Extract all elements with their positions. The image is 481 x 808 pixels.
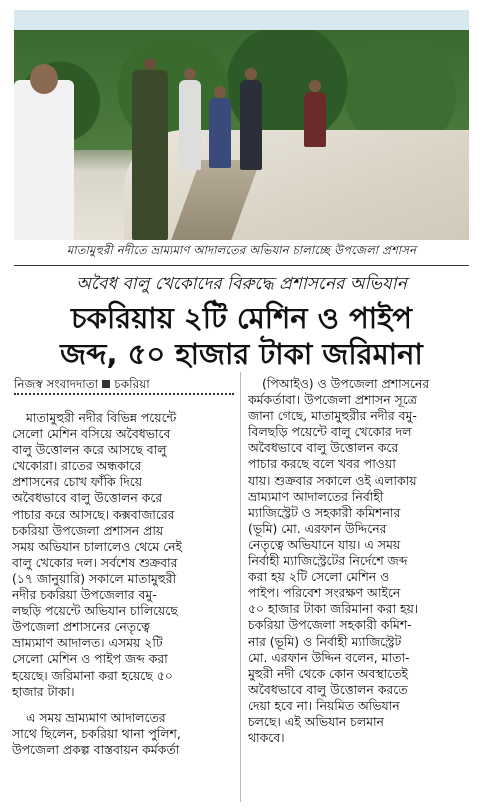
headline bbox=[14, 300, 469, 372]
paragraph-gap bbox=[12, 700, 236, 710]
dotted-divider bbox=[14, 393, 234, 395]
article-line: লছড়ি পয়েন্টে অভিযান চালিয়েছে bbox=[12, 603, 178, 619]
article-line: সেলো মেশিন ও পাইপ জব্দ করা bbox=[12, 651, 168, 667]
photo-person bbox=[132, 70, 168, 240]
article-line: পাইপ। পরিবেশ সংরক্ষণ আইনে bbox=[248, 585, 401, 601]
article-column-1 bbox=[12, 410, 236, 758]
article-line: (১৭ জানুয়ারি) সকালে মাতামুহুরী bbox=[12, 570, 177, 586]
headline-line-1: চকরিয়ায় ২টি মেশিন ও পাইপ bbox=[71, 301, 412, 335]
photo-person bbox=[209, 98, 231, 168]
article-line: উপজেলা প্রকল্প বাস্তবায়ন কর্মকর্তা bbox=[12, 741, 180, 757]
photo-person bbox=[14, 80, 74, 240]
article-line: ভ্রাম্যমাণ আদালত। এসময় ২টি bbox=[12, 635, 163, 651]
article-line: চকরিয়া উপজেলা প্রশাসন প্রায় bbox=[12, 522, 164, 538]
article-line: সাথে ছিলেন, চকরিয়া থানা পুলিশ, bbox=[12, 725, 181, 741]
article-line: কর্মকর্তাবা। উপজেলা প্রশাসন সূত্রে bbox=[248, 392, 417, 408]
article-line: অবৈধভাবে বালু উত্তোলন করে bbox=[12, 490, 163, 506]
article-line: বালু উত্তোলন করে আসছে বালু bbox=[12, 442, 167, 458]
article-line: নার (ভূমি) ও নির্বাহী ম্যাজিস্ট্রেট bbox=[248, 633, 402, 649]
article-column-2 bbox=[248, 376, 472, 746]
article-line: (পিআইও) ও উপজেলা প্রশাসনের bbox=[262, 376, 430, 391]
article-line: করা হয় ২টি সেলো মেশিন ও bbox=[248, 569, 390, 585]
byline-location: চকরিয়া bbox=[114, 377, 150, 391]
article-line: যায়। শুক্রবার সকালে ওই এলাকায় bbox=[248, 472, 417, 488]
photo-person bbox=[240, 80, 262, 170]
photo-sand-bank bbox=[124, 130, 469, 240]
article-line: দেয়া হবে না। নিয়মিত অভিযান bbox=[248, 697, 400, 713]
article-line: হাজার টাকা। bbox=[12, 683, 75, 699]
byline-reporter: নিজস্ব সংবাদদাতা bbox=[14, 377, 99, 391]
article-line: পাচার করছে বলে খবর পাওয়া bbox=[248, 456, 396, 472]
article-line: থাকবে। bbox=[248, 730, 285, 746]
square-bullet-icon bbox=[102, 380, 110, 388]
article-line: পাচার করে আসছে। কক্সবাজারের bbox=[12, 506, 175, 522]
article-line: মাতামুহুরী নদীর বিভিন্ন পয়েন্টে bbox=[26, 410, 177, 425]
article-line: ম্যাজিস্ট্রেট ও সহকারী কমিশনার bbox=[248, 504, 401, 520]
article-line: উপজেলা প্রশাসনের নেতৃত্বে bbox=[12, 619, 150, 635]
article-line: নির্বাহী ম্যাজিস্ট্রেটের নির্দেশে জব্দ bbox=[248, 553, 408, 569]
article-line: নেতৃত্বে অভিযানে যায়। এ সময় bbox=[248, 536, 401, 552]
photo-caption: মাতামুহুরী নদীতে ভ্রাম্যমাণ আদালতের অভিযান চালাচ্ছে উপজেলা প্রশাসন bbox=[14, 242, 469, 266]
article-line: অবৈধভাবে বালু উত্তোলন করতে bbox=[248, 681, 408, 697]
article-line: অবৈধভাবে বালু উত্তোলন করে bbox=[248, 440, 399, 456]
column-divider bbox=[240, 372, 241, 802]
article-line: প্রশাসনের চোখ ফাঁকি দিয়ে bbox=[12, 474, 143, 490]
article-line: চকরিয়া উপজেলা সহকারী কমিশ- bbox=[248, 617, 412, 633]
article-line: বিলছড়ি পয়েন্টে বালু খেকোর দল bbox=[248, 424, 412, 440]
article-line: চলছে। এই অভিযান চলমান bbox=[248, 713, 384, 729]
photo-person bbox=[179, 80, 201, 170]
article-line: এ সময় ভ্রাম্যমাণ আদালতের bbox=[26, 709, 166, 725]
article-line: হয়েছে। জরিমানা করা হয়েছে ৫০ bbox=[12, 667, 173, 683]
article-line: সেলো মেশিন বসিয়ে অবৈধভাবে bbox=[12, 426, 171, 442]
article-line: বালু খেকোর দল। সর্বশেষ শুক্রবার bbox=[12, 554, 178, 570]
article-line: সময় অভিযান চালালেও থেমে নেই bbox=[12, 538, 182, 554]
article-line: (ভূমি) মো. এরফান উদ্দিনের bbox=[248, 520, 387, 536]
article-line: নদীর চকরিয়া উপজেলার বমু- bbox=[12, 587, 157, 603]
article-line: জানা গেছে, মাতামুহুরীর নদীর বমু- bbox=[248, 408, 417, 424]
photo-person bbox=[304, 92, 326, 147]
headline-line-2: জব্দ, ৫০ হাজার টাকা জরিমানা bbox=[60, 337, 423, 371]
article-line: ভ্রাম্যমাণ আদালতের নির্বাহী bbox=[248, 488, 384, 504]
article-line: ৫০ হাজার টাকা জরিমানা করা হয়। bbox=[248, 601, 419, 617]
news-photo bbox=[14, 10, 469, 240]
article-line: খেকোরা। রাতের অন্ধকারে bbox=[12, 458, 142, 474]
kicker-headline: অবৈধ বালু খেকোদের বিরুদ্ধে প্রশাসনের অভিযান bbox=[76, 274, 407, 294]
article-line: মো. এরফান উদ্দিন বলেন, মাতা- bbox=[248, 649, 410, 665]
article-line: মুহুরী নদী থেকে কোন অবস্থাতেই bbox=[248, 665, 408, 681]
